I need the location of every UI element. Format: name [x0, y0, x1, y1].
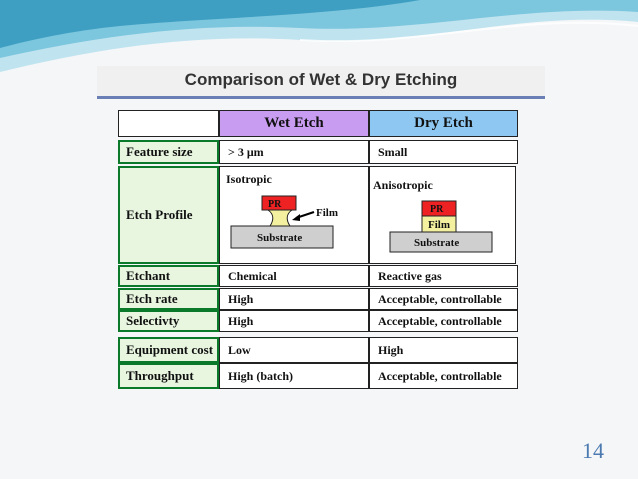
row-label-equipment-cost: Equipment cost — [118, 337, 219, 363]
wet-film-undercut — [268, 210, 292, 226]
anisotropic-caption: Anisotropic — [373, 178, 433, 192]
header-dry-etch: Dry Etch — [369, 110, 518, 137]
slide-title: Comparison of Wet & Dry Etching — [184, 70, 458, 89]
wet-pr-text: PR — [268, 199, 282, 210]
dry-equipment-cost: High — [369, 337, 518, 363]
wet-etch-rate: High — [219, 288, 369, 310]
wet-etchant: Chemical — [219, 265, 369, 287]
row-label-selectivity: Selectivty — [118, 310, 219, 332]
wet-selectivity: High — [219, 310, 369, 332]
header-corner — [118, 110, 219, 137]
wet-feature-size: > 3 μm — [219, 140, 369, 164]
wet-throughput: High (batch) — [219, 363, 369, 389]
wet-equipment-cost: Low — [219, 337, 369, 363]
row-label-etch-profile: Etch Profile — [118, 166, 219, 264]
dry-etch-rate: Acceptable, controllable — [369, 288, 518, 310]
dry-throughput: Acceptable, controllable — [369, 363, 518, 389]
dry-etchant: Reactive gas — [369, 265, 518, 287]
dry-substrate-text: Substrate — [414, 237, 460, 249]
isotropic-profile-diagram — [226, 190, 366, 256]
dry-feature-size: Small — [369, 140, 518, 164]
anisotropic-profile-diagram — [386, 196, 506, 258]
row-label-feature-size: Feature size — [118, 140, 219, 164]
isotropic-caption: Isotropic — [226, 172, 272, 186]
row-label-etch-rate: Etch rate — [118, 288, 219, 310]
wet-film-text: Film — [316, 207, 338, 219]
wet-substrate-text: Substrate — [257, 232, 303, 244]
slide-title-band — [97, 66, 545, 99]
row-label-etchant: Etchant — [118, 265, 219, 287]
dry-film-text: Film — [428, 219, 450, 231]
header-wet-etch: Wet Etch — [219, 110, 369, 137]
page-number: 14 — [582, 438, 604, 463]
dry-pr-text: PR — [430, 204, 444, 215]
dry-selectivity: Acceptable, controllable — [369, 310, 518, 332]
row-label-throughput: Throughput — [118, 363, 219, 389]
